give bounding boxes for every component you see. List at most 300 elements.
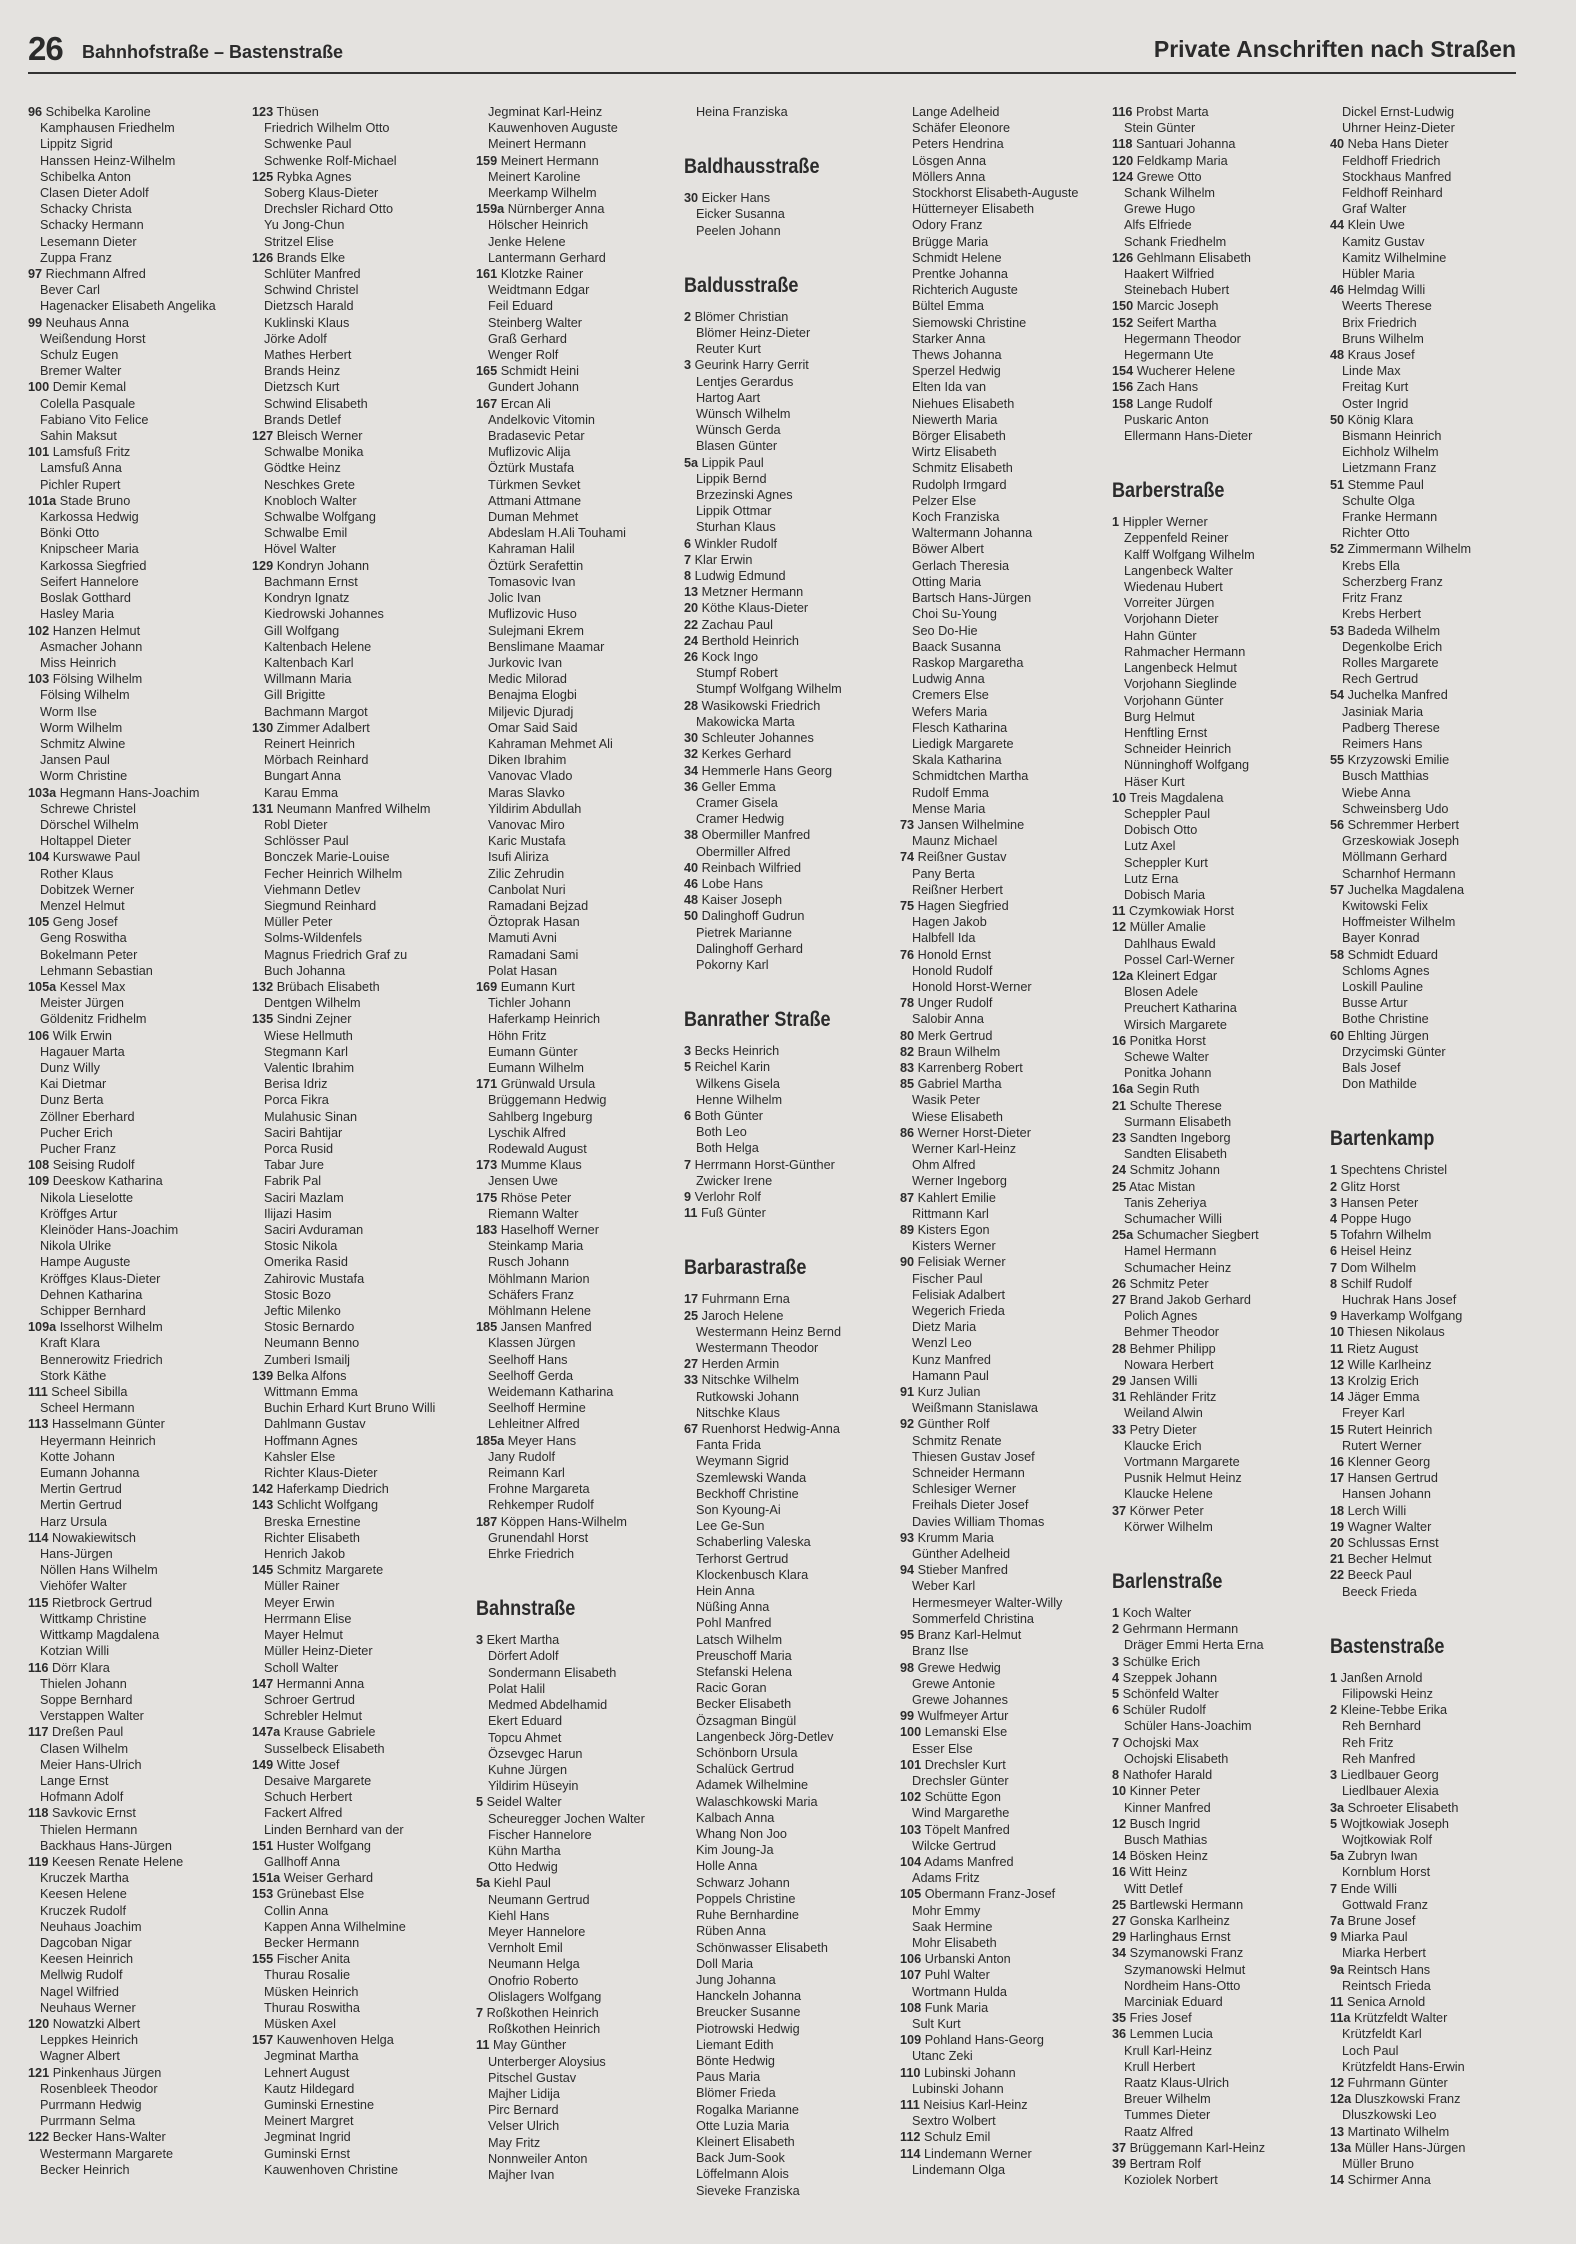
- resident-entry: Stumpf Wolfgang Wilhelm: [696, 682, 842, 697]
- resident-entry: Siemowski Christine: [912, 315, 1027, 330]
- resident-entry: Medic Milorad: [488, 672, 567, 687]
- resident-entry: 25 Bartlewski Hermann: [1112, 1897, 1244, 1912]
- resident-entry: Reuter Kurt: [696, 342, 761, 357]
- resident-entry: Becker Hermann: [264, 1935, 360, 1950]
- resident-entry: Gill Wolfgang: [264, 623, 340, 638]
- resident-entry: Wilkens Gisela: [696, 1076, 780, 1091]
- resident-entry: Vanovac Vlado: [488, 769, 573, 784]
- resident-entry: Davies William Thomas: [912, 1514, 1045, 1529]
- resident-entry: 50 König Klara: [1330, 412, 1414, 427]
- resident-entry: Meister Jürgen: [40, 996, 124, 1011]
- resident-entry: Sextro Wolbert: [912, 2114, 996, 2129]
- resident-entry: Branz Ilse: [912, 1644, 969, 1659]
- resident-entry: Vortmann Margarete: [1124, 1455, 1240, 1470]
- resident-entry: Roßkothen Heinrich: [488, 2022, 601, 2037]
- resident-entry: Knipscheer Maria: [40, 542, 139, 557]
- house-number: 169: [476, 979, 498, 994]
- resident-entry: Dluszkowski Leo: [1342, 2108, 1437, 2123]
- house-number: 103: [900, 1822, 922, 1837]
- resident-entry: Steinebach Hubert: [1124, 283, 1230, 298]
- resident-entry: Schwalbe Emil: [264, 526, 348, 541]
- house-number: 57: [1330, 882, 1345, 897]
- resident-entry: 16 Ponitka Horst: [1112, 1033, 1206, 1048]
- resident-entry: Löffelmann Alois: [696, 2167, 789, 2182]
- resident-entry: Rudolf Emma: [912, 785, 989, 800]
- house-number: 1: [1112, 1606, 1120, 1621]
- resident-entry: Haferkamp Heinrich: [488, 1012, 601, 1027]
- resident-entry: Breuer Wilhelm: [1124, 2092, 1211, 2107]
- house-number: 12: [1330, 1357, 1345, 1372]
- resident-entry: Klaucke Helene: [1124, 1487, 1213, 1502]
- resident-entry: 10 Kinner Peter: [1112, 1784, 1201, 1799]
- house-number: 3: [684, 1044, 692, 1059]
- resident-entry: Drechsler Richard Otto: [264, 202, 394, 217]
- resident-entry: 83 Karrenberg Robert: [900, 1060, 1023, 1075]
- resident-entry: 58 Schmidt Eduard: [1330, 947, 1438, 962]
- resident-entry: Freihals Dieter Josef: [912, 1498, 1029, 1513]
- resident-entry: Weidtmann Edgar: [488, 283, 590, 298]
- resident-entry: 103 Töpelt Manfred: [900, 1822, 1010, 1837]
- street-heading: Baldusstraße: [684, 273, 799, 297]
- resident-entry: 51 Stemme Paul: [1330, 477, 1424, 492]
- resident-entry: Neumann Benno: [264, 1336, 360, 1351]
- resident-entry: Wittkamp Magdalena: [40, 1628, 160, 1643]
- resident-entry: Kondryn Ignatz: [264, 591, 350, 606]
- house-number: 25a: [1112, 1228, 1134, 1243]
- resident-entry: Henftling Ernst: [1124, 725, 1208, 740]
- house-number: 8: [684, 569, 692, 584]
- resident-entry: Sondermann Elisabeth: [488, 1665, 617, 1680]
- resident-entry: Zeppenfeld Reiner: [1124, 531, 1229, 546]
- house-number: 11: [1330, 1341, 1344, 1356]
- house-number: 55: [1330, 753, 1345, 768]
- house-number: 7: [1112, 1735, 1120, 1750]
- house-number: 5a: [476, 1876, 491, 1891]
- resident-entry: Jany Rudolf: [488, 1449, 555, 1464]
- resident-entry: Müller Peter: [264, 915, 333, 930]
- resident-entry: 151a Weiser Gerhard: [252, 1871, 374, 1886]
- resident-entry: Jenke Helene: [488, 234, 566, 249]
- resident-entry: Wirtz Elisabeth: [912, 445, 997, 460]
- resident-entry: Meier Hans-Ulrich: [40, 1757, 142, 1772]
- resident-entry: Back Jum-Sook: [696, 2151, 785, 2166]
- resident-entry: Obermiller Alfred: [696, 844, 791, 859]
- resident-entry: Ellermann Hans-Dieter: [1124, 429, 1253, 444]
- resident-entry: Pokorny Karl: [696, 957, 769, 972]
- resident-entry: 76 Honold Ernst: [900, 947, 991, 962]
- resident-entry: Jegminat Karl-Heinz: [488, 105, 603, 119]
- resident-entry: 7 Herrmann Horst-Günther: [684, 1157, 835, 1172]
- resident-entry: Schwalbe Wolfgang: [264, 510, 376, 525]
- resident-entry: Choi Su-Young: [912, 607, 997, 622]
- resident-entry: Seelhoff Gerda: [488, 1368, 574, 1383]
- house-number: 130: [252, 720, 274, 735]
- resident-entry: Krützfeldt Karl: [1342, 2027, 1422, 2042]
- resident-entry: 139 Belka Alfons: [252, 1368, 347, 1383]
- resident-entry: Freyer Karl: [1342, 1406, 1405, 1421]
- resident-entry: 126 Brands Elke: [252, 250, 346, 265]
- resident-entry: Susselbeck Elisabeth: [264, 1741, 385, 1756]
- resident-entry: Isufi Aliriza: [488, 850, 549, 865]
- house-number: 119: [28, 1854, 49, 1869]
- house-number: 104: [900, 1854, 922, 1869]
- house-number: 106: [900, 1952, 922, 1967]
- resident-entry: Holle Anna: [696, 1859, 758, 1874]
- resident-entry: Zöllner Eberhard: [40, 1109, 135, 1124]
- resident-entry: Wenzl Leo: [912, 1336, 972, 1351]
- resident-entry: Blasen Günter: [696, 439, 778, 454]
- resident-entry: 5 Seidel Walter: [476, 1795, 562, 1810]
- resident-entry: Schloms Agnes: [1342, 963, 1430, 978]
- resident-entry: Kim Joung-Ja: [696, 1843, 774, 1858]
- house-number: 145: [252, 1563, 274, 1578]
- resident-entry: Otte Luzia Maria: [696, 2118, 790, 2133]
- resident-entry: 75 Hagen Siegfried: [900, 898, 1009, 913]
- resident-entry: Stockhorst Elisabeth-Auguste: [912, 186, 1079, 201]
- resident-entry: 13a Müller Hans-Jürgen: [1330, 2140, 1466, 2155]
- house-number: 19: [1330, 1519, 1345, 1534]
- house-number: 115: [28, 1595, 49, 1610]
- resident-entry: Schalück Gertrud: [696, 1762, 795, 1777]
- resident-entry: 24 Berthold Heinrich: [684, 633, 799, 648]
- resident-entry: Vorreiter Jürgen: [1124, 596, 1215, 611]
- resident-entry: Dagcoban Nigar: [40, 1935, 132, 1950]
- resident-entry: Keesen Helene: [40, 1887, 127, 1902]
- resident-entry: Kappen Anna Wilhelmine: [264, 1919, 406, 1934]
- resident-entry: Fritz Franz: [1342, 591, 1403, 606]
- resident-entry: Dietz Maria: [912, 1320, 977, 1335]
- resident-entry: 31 Rehländer Fritz: [1112, 1390, 1217, 1405]
- resident-entry: Richter Elisabeth: [264, 1530, 360, 1545]
- resident-entry: Pusnik Helmut Heinz: [1124, 1471, 1242, 1486]
- resident-entry: Lösgen Anna: [912, 153, 987, 168]
- house-number: 26: [1112, 1276, 1127, 1291]
- house-number: 36: [684, 779, 699, 794]
- resident-entry: Thielen Hermann: [40, 1822, 138, 1837]
- resident-entry: 154 Wucherer Helene: [1112, 364, 1236, 379]
- resident-entry: Dalinghoff Gerhard: [696, 941, 803, 956]
- resident-entry: Thurau Roswitha: [264, 2000, 360, 2015]
- house-number: 39: [1112, 2156, 1127, 2171]
- resident-entry: Beeck Frieda: [1342, 1584, 1417, 1599]
- resident-entry: Peters Hendrina: [912, 137, 1004, 152]
- house-number: 131: [252, 801, 274, 816]
- resident-entry: Keesen Heinrich: [40, 1952, 134, 1967]
- resident-entry: Rahmacher Hermann: [1124, 644, 1246, 659]
- resident-entry: Jensen Uwe: [488, 1174, 558, 1189]
- resident-entry: Krull Herbert: [1124, 2059, 1196, 2074]
- resident-entry: Hagenacker Elisabeth Angelika: [40, 299, 216, 314]
- resident-entry: 16a Segin Ruth: [1112, 1082, 1200, 1097]
- resident-entry: Rittmann Karl: [912, 1206, 989, 1221]
- resident-entry: Schüler Hans-Joachim: [1124, 1719, 1252, 1734]
- resident-entry: Kamitz Wilhelmine: [1342, 250, 1447, 265]
- resident-entry: Mohr Emmy: [912, 1903, 981, 1918]
- house-number: 103: [28, 672, 50, 687]
- house-number: 8: [1330, 1276, 1338, 1291]
- resident-entry: 116 Probst Marta: [1112, 105, 1209, 119]
- resident-entry: Kruczek Martha: [40, 1871, 129, 1886]
- resident-entry: 5 Reichel Karin: [684, 1060, 771, 1075]
- house-number: 5: [684, 1060, 692, 1075]
- house-number: 109a: [28, 1320, 57, 1335]
- resident-entry: Purrmann Hedwig: [40, 2097, 142, 2112]
- house-number: 90: [900, 1255, 915, 1270]
- street-heading: Banrather Straße: [684, 1008, 831, 1032]
- resident-entry: 26 Schmitz Peter: [1112, 1276, 1209, 1291]
- resident-entry: Tichler Johann: [488, 996, 571, 1011]
- resident-entry: Mertin Gertrud: [40, 1482, 122, 1497]
- resident-entry: Otting Maria: [912, 574, 982, 589]
- resident-entry: Dräger Emmi Herta Erna: [1124, 1638, 1264, 1653]
- resident-entry: Nordheim Hans-Otto: [1124, 1978, 1241, 1993]
- resident-entry: Freitag Kurt: [1342, 380, 1409, 395]
- resident-entry: Liedlbauer Alexia: [1342, 1784, 1439, 1799]
- resident-entry: 2 Blömer Christian: [684, 309, 789, 324]
- resident-entry: Siegmund Reinhard: [264, 898, 377, 913]
- resident-entry: Uhrner Heinz-Dieter: [1342, 121, 1455, 136]
- resident-entry: 11 Rietz August: [1330, 1341, 1419, 1356]
- resident-entry: Eumann Johanna: [40, 1466, 140, 1481]
- resident-entry: 116 Dörr Klara: [28, 1660, 110, 1675]
- house-number: 9: [1330, 1930, 1338, 1945]
- resident-entry: 169 Eumann Kurt: [476, 979, 575, 994]
- resident-entry: Karkossa Hedwig: [40, 510, 139, 525]
- resident-entry: Bals Josef: [1342, 1060, 1401, 1075]
- resident-entry: Behmer Theodor: [1124, 1325, 1219, 1340]
- resident-entry: Wasik Peter: [912, 1093, 980, 1108]
- resident-entry: Kaltenbach Helene: [264, 639, 372, 654]
- resident-entry: Worm Christine: [40, 769, 128, 784]
- resident-entry: 36 Geller Emma: [684, 779, 776, 794]
- resident-entry: Nagel Wilfried: [40, 1984, 119, 1999]
- resident-entry: Latsch Wilhelm: [696, 1632, 783, 1647]
- resident-entry: Robl Dieter: [264, 817, 328, 832]
- resident-entry: Liedigk Margarete: [912, 736, 1014, 751]
- resident-entry: Bültel Emma: [912, 299, 984, 314]
- resident-entry: 44 Klein Uwe: [1330, 218, 1405, 233]
- resident-entry: Stosic Bernardo: [264, 1320, 355, 1335]
- resident-entry: Lyschik Alfred: [488, 1125, 566, 1140]
- resident-entry: Neschkes Grete: [264, 477, 355, 492]
- resident-entry: Krebs Herbert: [1342, 607, 1421, 622]
- resident-entry: Worm Wilhelm: [40, 720, 123, 735]
- resident-entry: Wegerich Frieda: [912, 1304, 1005, 1319]
- resident-entry: Bothe Christine: [1342, 1012, 1429, 1027]
- resident-entry: Paus Maria: [696, 2070, 761, 2085]
- resident-entry: Reimann Karl: [488, 1466, 565, 1481]
- directory-column-1: [28, 104, 228, 2224]
- resident-entry: Dunz Berta: [40, 1093, 104, 1108]
- house-number: 5: [1330, 1816, 1338, 1831]
- resident-entry: Reh Fritz: [1342, 1735, 1394, 1750]
- resident-entry: Porca Rusid: [264, 1142, 334, 1156]
- resident-entry: Weißmann Stanislawa: [912, 1401, 1038, 1416]
- resident-entry: Koch Franziska: [912, 510, 1000, 525]
- resident-entry: Rech Gertrud: [1342, 672, 1419, 687]
- resident-entry: Türkmen Sevket: [488, 477, 581, 492]
- resident-entry: 30 Schleuter Johannes: [684, 731, 814, 746]
- resident-entry: 10 Treis Magdalena: [1112, 790, 1224, 805]
- resident-entry: Omar Said Said: [488, 720, 578, 735]
- resident-entry: Muflizovic Alija: [488, 445, 571, 460]
- resident-entry: Gottwald Franz: [1342, 1897, 1429, 1912]
- resident-entry: Weerts Therese: [1342, 299, 1432, 314]
- resident-entry: 151 Huster Wolfgang: [252, 1838, 371, 1853]
- resident-entry: Kröffges Artur: [40, 1206, 118, 1221]
- resident-entry: Müller Rainer: [264, 1579, 340, 1594]
- resident-entry: Kraft Klara: [40, 1336, 100, 1351]
- house-number: 89: [900, 1223, 915, 1238]
- resident-entry: Ponitka Johann: [1124, 1066, 1212, 1081]
- resident-entry: Ramadani Bejzad: [488, 898, 589, 913]
- house-number: 16a: [1112, 1082, 1134, 1097]
- house-number: 157: [252, 2033, 274, 2048]
- resident-entry: 11 Fuß Günter: [684, 1206, 766, 1221]
- resident-entry: 17 Hansen Gertrud: [1330, 1471, 1438, 1486]
- house-number: 5a: [684, 455, 699, 470]
- resident-entry: Riemann Walter: [488, 1206, 579, 1221]
- house-number: 33: [1112, 1422, 1127, 1437]
- resident-entry: Geng Roswitha: [40, 931, 127, 946]
- resident-entry: Benslimane Maamar: [488, 639, 605, 654]
- resident-entry: Sandten Elisabeth: [1124, 1147, 1227, 1162]
- resident-entry: Nüßing Anna: [696, 1600, 770, 1615]
- resident-entry: 157 Kauwenhoven Helga: [252, 2033, 394, 2048]
- resident-entry: Fabrik Pal: [264, 1174, 322, 1189]
- resident-entry: Wortmann Hulda: [912, 1984, 1007, 1999]
- resident-entry: Starker Anna: [912, 331, 986, 346]
- house-number: 2: [1330, 1703, 1338, 1718]
- resident-entry: 80 Merk Gertrud: [900, 1028, 993, 1043]
- resident-entry: 108 Funk Maria: [900, 2000, 989, 2015]
- resident-entry: 7 Ochojski Max: [1112, 1735, 1199, 1750]
- resident-entry: Poppels Christine: [696, 1891, 796, 1906]
- resident-entry: Saciri Bahtijar: [264, 1125, 343, 1140]
- house-number: 167: [476, 396, 498, 411]
- house-number: 33: [684, 1373, 699, 1388]
- resident-entry: Pichler Rupert: [40, 477, 121, 492]
- house-number: 112: [900, 2130, 921, 2145]
- resident-entry: Niewerth Maria: [912, 412, 998, 427]
- resident-entry: Knobloch Walter: [264, 493, 357, 508]
- house-number: 135: [252, 1012, 274, 1027]
- resident-entry: Henne Wilhelm: [696, 1092, 783, 1107]
- resident-entry: Körwer Wilhelm: [1124, 1519, 1213, 1534]
- resident-entry: Maunz Michael: [912, 834, 998, 849]
- resident-entry: Preuchert Katharina: [1124, 1001, 1237, 1016]
- resident-entry: Möhlmann Marion: [488, 1271, 590, 1286]
- resident-entry: Rüben Anna: [696, 1924, 766, 1939]
- resident-entry: Son Kyoung-Ai: [696, 1503, 781, 1518]
- house-number: 143: [252, 1498, 274, 1513]
- resident-entry: Sult Kurt: [912, 2016, 961, 2031]
- house-number: 80: [900, 1028, 915, 1043]
- resident-entry: Baack Susanna: [912, 639, 1001, 654]
- resident-entry: Schweinsberg Udo: [1342, 801, 1449, 816]
- resident-entry: Bever Carl: [40, 283, 100, 298]
- resident-entry: Karau Emma: [264, 785, 339, 800]
- resident-entry: 14 Schirmer Anna: [1330, 2173, 1431, 2188]
- house-number: 114: [900, 2146, 921, 2161]
- resident-entry: Bruns Wilhelm: [1342, 331, 1424, 346]
- house-number: 78: [900, 996, 915, 1011]
- resident-entry: 5a Lippik Paul: [684, 455, 764, 470]
- resident-entry: Fecher Heinrich Wilhelm: [264, 866, 403, 881]
- house-number: 28: [684, 698, 699, 713]
- house-number: 108: [28, 1158, 50, 1173]
- house-number: 121: [28, 2065, 50, 2080]
- resident-entry: Reinert Heinrich: [264, 736, 355, 751]
- house-number: 23: [1112, 1130, 1127, 1145]
- resident-entry: Lutz Erna: [1124, 871, 1179, 886]
- house-number: 91: [900, 1385, 915, 1400]
- resident-entry: Oster Ingrid: [1342, 396, 1409, 411]
- resident-entry: Miss Heinrich: [40, 655, 117, 670]
- resident-entry: Dobisch Otto: [1124, 823, 1198, 838]
- resident-entry: 10 Thiesen Nikolaus: [1330, 1325, 1445, 1340]
- resident-entry: 90 Felisiak Werner: [900, 1255, 1006, 1270]
- resident-entry: Seelhoff Hermine: [488, 1401, 586, 1416]
- resident-entry: Meerkamp Wilhelm: [488, 186, 597, 201]
- resident-entry: Lehmann Sebastian: [40, 963, 153, 978]
- resident-entry: Dahlmann Gustav: [264, 1417, 366, 1432]
- resident-entry: Adamek Wilhelmine: [696, 1778, 809, 1793]
- resident-entry: 3 Geurink Harry Gerrit: [684, 358, 809, 373]
- house-number: 76: [900, 947, 915, 962]
- resident-entry: Dörschel Wilhelm: [40, 817, 139, 832]
- house-number: 9: [1330, 1309, 1338, 1324]
- resident-entry: 2 Kleine-Tebbe Erika: [1330, 1703, 1448, 1718]
- resident-entry: Utanc Zeki: [912, 2049, 973, 2064]
- resident-entry: 8 Nathofer Harald: [1112, 1768, 1213, 1783]
- house-number: 1: [1330, 1670, 1338, 1685]
- resident-entry: Rodewald August: [488, 1142, 587, 1156]
- resident-entry: 40 Neba Hans Dieter: [1330, 137, 1449, 152]
- page-header: [28, 28, 1516, 74]
- resident-entry: Bradasevic Petar: [488, 429, 585, 444]
- resident-entry: Lange Ernst: [40, 1773, 109, 1788]
- house-number: 107: [900, 1968, 922, 1983]
- resident-entry: Mense Maria: [912, 801, 986, 816]
- resident-entry: Lippitz Sigrid: [40, 137, 113, 152]
- resident-entry: 4 Szeppek Johann: [1112, 1670, 1218, 1685]
- house-number: 102: [900, 1790, 922, 1805]
- directory-column-2: [252, 104, 452, 2224]
- resident-entry: 25 Jaroch Helene: [684, 1308, 784, 1323]
- resident-entry: Bayer Konrad: [1342, 931, 1420, 946]
- resident-entry: Hermesmeyer Walter-Willy: [912, 1595, 1063, 1610]
- house-number: 101: [28, 445, 50, 460]
- resident-entry: 8 Ludwig Edmund: [684, 569, 786, 584]
- resident-entry: 6 Heisel Heinz: [1330, 1244, 1412, 1259]
- resident-entry: Neuhaus Werner: [40, 2000, 136, 2015]
- house-number: 96: [28, 105, 43, 119]
- resident-entry: 126 Gehlmann Elisabeth: [1112, 250, 1251, 265]
- resident-entry: 120 Nowatzki Albert: [28, 2016, 141, 2031]
- resident-entry: 37 Brüggemann Karl-Heinz: [1112, 2140, 1266, 2155]
- resident-entry: Kornblum Horst: [1342, 1865, 1431, 1880]
- resident-entry: Özsevgec Harun: [488, 1746, 583, 1761]
- resident-entry: 78 Unger Rudolf: [900, 996, 993, 1011]
- resident-entry: Hegermann Ute: [1124, 348, 1214, 363]
- resident-entry: Stork Käthe: [40, 1368, 107, 1383]
- house-number: 185: [476, 1320, 498, 1335]
- resident-entry: 27 Gonska Karlheinz: [1112, 1913, 1230, 1928]
- resident-entry: Zahirovic Mustafa: [264, 1271, 365, 1286]
- resident-entry: Weidemann Katharina: [488, 1385, 614, 1400]
- house-number: 104: [28, 850, 50, 865]
